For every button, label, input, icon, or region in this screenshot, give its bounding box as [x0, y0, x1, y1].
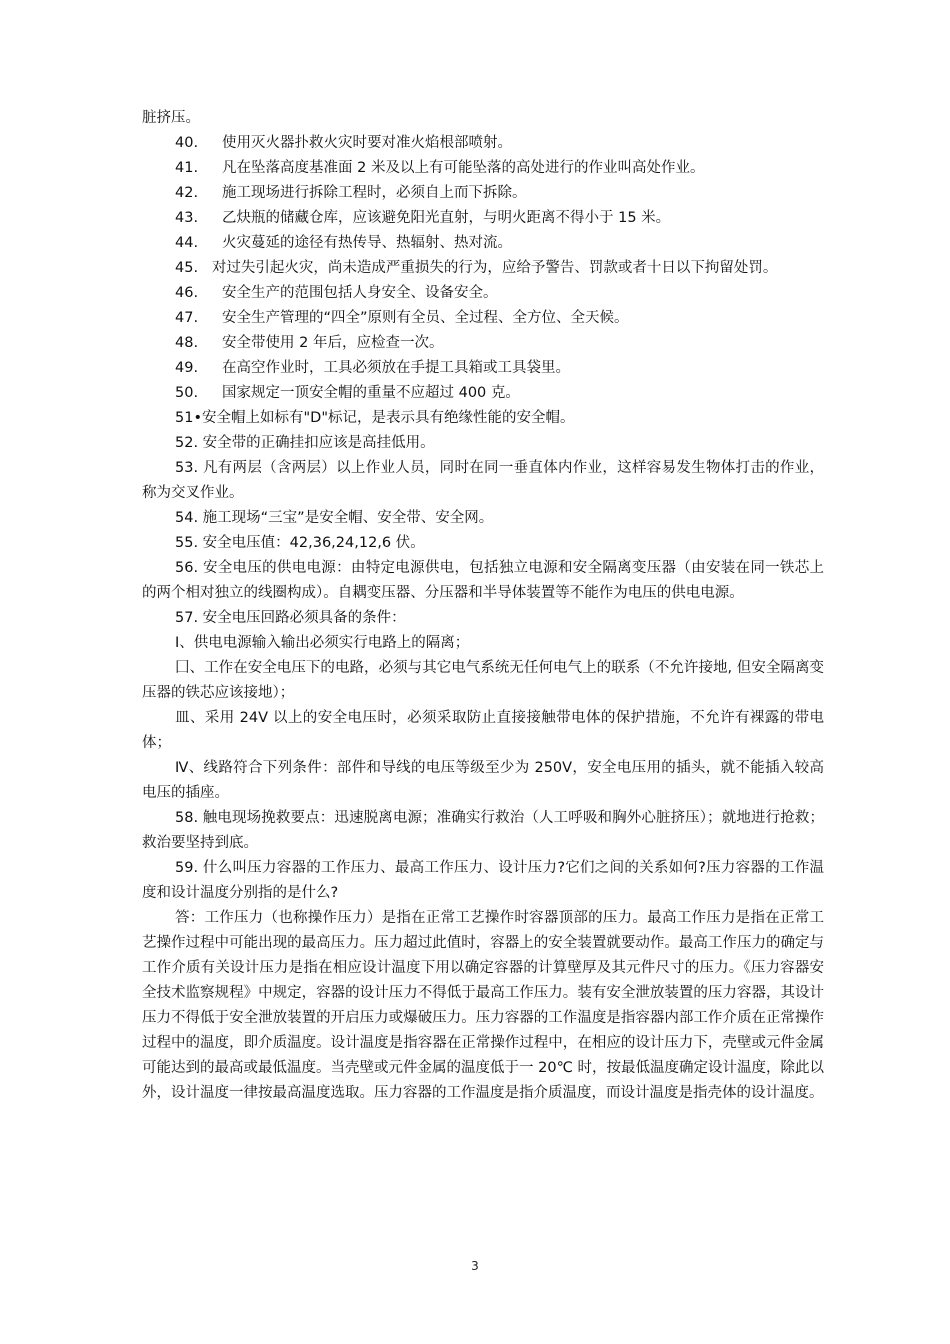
list-item: [142, 331, 824, 356]
list-item: [142, 206, 824, 231]
condition-4: Ⅳ、线路符合下列条件：部件和导线的电压等级至少为 250V，安全电压用的插头，就不能插入较高电压的插座。: [142, 760, 824, 801]
item-text: 安全生产管理的“四全”原则有全员、全过程、全方位、全天候。: [222, 310, 629, 326]
item-51: 51•安全帽上如标有"D"标记，是表示具有绝缘性能的安全帽。: [175, 410, 575, 426]
item-number: 50.: [175, 385, 199, 401]
condition-3: 皿、采用 24V 以上的安全电压时，必须采取防止直接接触带电体的保护措施，不允许有裸露的带电体；: [142, 710, 824, 751]
item-text: 使用灭火器扑救火灾时要对准火焰根部喷射。: [222, 135, 512, 151]
document-body: [142, 106, 824, 1106]
item-text: 安全带使用 2 年后，应检查一次。: [222, 335, 444, 351]
item-56: 56. 安全电压的供电电源：由特定电源供电，包括独立电源和安全隔离变压器（由安装在同一铁芯上的两个相对独立的线圈构成）。自耦变压器、分压器和半导体装置等不能作为电压的供电电源。: [142, 560, 824, 601]
item-number: 41.: [175, 160, 199, 176]
item-54: 54. 施工现场“三宝”是安全帽、安全带、安全网。: [175, 510, 494, 526]
item-58: 58. 触电现场挽救要点：迅速脱离电源；准确实行救治（人工呼吸和胸外心脏挤压）；就地进行抢救；救治要坚持到底。: [142, 810, 824, 851]
list-item: [142, 381, 824, 406]
item-text: 安全生产的范围包括人身安全、设备安全。: [222, 285, 498, 301]
list-item: [142, 181, 824, 206]
item-text: 施工现场进行拆除工程时，必须自上而下拆除。: [222, 185, 527, 201]
lead-line: 脏挤压。: [142, 110, 200, 126]
item-number: 40.: [175, 135, 199, 151]
item-53: 53. 凡有两层（含两层）以上作业人员，同时在同一垂直体内作业，这样容易发生物体打击的作业，称为交叉作业。: [142, 460, 824, 501]
item-text: 在高空作业时，工具必须放在手提工具箱或工具袋里。: [222, 360, 570, 376]
item-number: 43.: [175, 210, 199, 226]
item-55: 55. 安全电压值：42,36,24,12,6 伏。: [175, 535, 425, 551]
list-item: [142, 131, 824, 156]
item-number: 49.: [175, 360, 199, 376]
item-number: 48.: [175, 335, 199, 351]
item-text: 凡在坠落高度基准面 2 米及以上有可能坠落的高处进行的作业叫高处作业。: [222, 160, 705, 176]
item-52: 52. 安全带的正确挂扣应该是高挂低用。: [175, 435, 435, 451]
page-number: 3: [471, 1259, 479, 1273]
item-number: 42.: [175, 185, 199, 201]
item-45: [142, 256, 824, 281]
item-text: 火灾蔓延的途径有热传导、热辐射、热对流。: [222, 235, 512, 251]
item-text: 乙炔瓶的储藏仓库，应该避免阳光直射，与明火距离不得小于 15 米。: [222, 210, 671, 226]
item-number: 45.: [175, 260, 199, 276]
item-number: 47.: [175, 310, 199, 326]
list-item: [142, 156, 824, 181]
list-item: [142, 306, 824, 331]
item-number: 46.: [175, 285, 199, 301]
condition-2: 囗、工作在安全电压下的电路，必须与其它电气系统无任何电气上的联系（不允许接地, 但安全隔离变压器的铁芯应该接地）；: [142, 660, 824, 701]
item-59: 59. 什么叫压力容器的工作压力、最高工作压力、设计压力?它们之间的关系如何?压力容器的工作温度和设计温度分别指的是什么?: [142, 860, 824, 901]
list-item: [142, 281, 824, 306]
list-item: [142, 356, 824, 381]
item-list-46-50: [142, 281, 824, 406]
item-text: 国家规定一顶安全帽的重量不应超过 400 克。: [222, 385, 520, 401]
item-text: 对过失引起火灾，尚未造成严重损失的行为，应给予警告、罚款或者十日以下拘留处罚。: [211, 260, 778, 276]
answer-59: 答：工作压力（也称操作压力）是指在正常工艺操作时容器顶部的压力。最高工作压力是指在正常工艺操作过程中可能出现的最高压力。压力超过此值时，容器上的安全装置就要动作。最高工作压力的确定与工作介质有关设计压力是指在相应设计温度下用以确定容器的计算壁厚及其元件尺寸的压力。《压力容器安全技术监察规程》中规定，容器的设计压力不得低于最高工作压力。装有安全泄放装置的压力容器，其设计压力不得低于安全泄放装置的开启压力或爆破压力。压力容器的工作温度是指容器内部工作介质在正常操作过程中的温度，即介质温度。设计温度是指容器在正常操作过程中，在相应的设计压力下，壳壁或元件金属可能达到的最高或最低温度。当壳壁或元件金属的温度低于一 20℃ 时，按最低温度确定设计温度，除此以外，设计温度一律按最高温度选取。压力容器的工作温度是指介质温度，而设计温度是指壳体的设计温度。: [142, 910, 824, 1101]
item-list-40-44: [142, 131, 824, 256]
list-item: [142, 231, 824, 256]
condition-1: Ⅰ、供电电源输入输出必须实行电路上的隔离；: [175, 635, 470, 651]
item-number: 44.: [175, 235, 199, 251]
item-57: 57. 安全电压回路必须具备的条件：: [175, 610, 406, 626]
